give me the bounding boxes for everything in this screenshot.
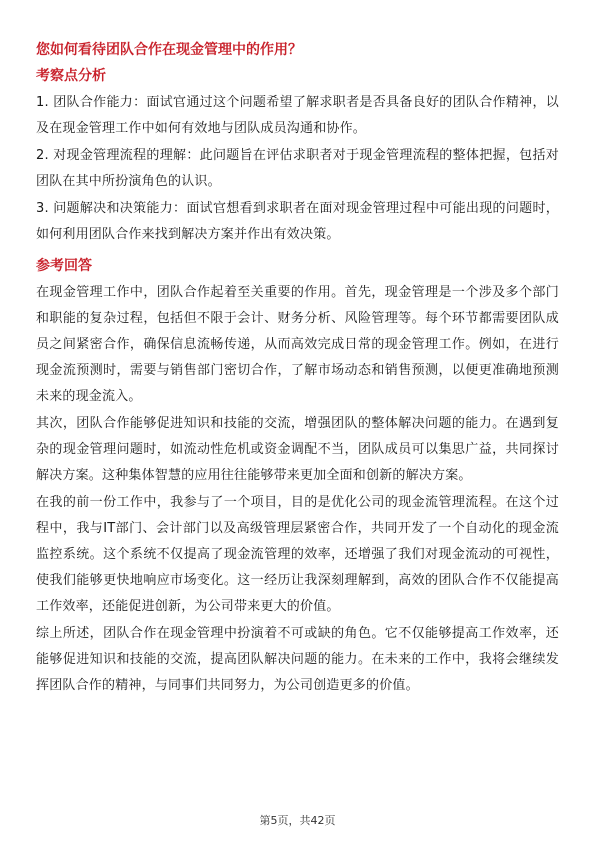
document-page xyxy=(36,40,559,700)
analysis-heading: 考察点分析 xyxy=(36,68,106,84)
answer-paragraph-2: 其次，团队合作能够促进知识和技能的交流，增强团队的整体解决问题的能力。在遇到复杂的现金管理问题时，如流动性危机或资金调配不当，团队成员可以集思广益，共同探讨解决方案。这种集体智慧的应用往往能够带来更加全面和创新的解决方案。 xyxy=(36,416,559,483)
answer-paragraph-3: 在我的前一份工作中，我参与了一个项目，目的是优化公司的现金流管理流程。在这个过程中，我与IT部门、会计部门以及高级管理层紧密合作，共同开发了一个自动化的现金流监控系统。这个系统不仅提高了现金流管理的效率，还增强了我们对现金流动的可视性，使我们能够更快地响应市场变化。这一经历让我深刻理解到，高效的团队合作不仅能提高工作效率，还能促进创新，为公司带来更大的价值。 xyxy=(36,495,559,614)
analysis-item-3: 3. 问题解决和决策能力：面试官想看到求职者在面对现金管理过程中可能出现的问题时，如何利用团队合作来找到解决方案并作出有效决策。 xyxy=(36,201,559,242)
analysis-item-1: 1. 团队合作能力：面试官通过这个问题希望了解求职者是否具备良好的团队合作精神，以及在现金管理工作中如何有效地与团队成员沟通和协作。 xyxy=(36,95,559,136)
answer-heading: 参考回答 xyxy=(36,258,92,274)
page-number-footer: 第5页，共42页 xyxy=(259,814,336,827)
answer-paragraph-1: 在现金管理工作中，团队合作起着至关重要的作用。首先，现金管理是一个涉及多个部门和职能的复杂过程，包括但不限于会计、财务分析、风险管理等。每个环节都需要团队成员之间紧密合作，确保信息流畅传递，从而高效完成日常的现金管理工作。例如，在进行现金流预测时，需要与销售部门密切合作，了解市场动态和销售预测，以便更准确地预测未来的现金流入。 xyxy=(36,285,559,404)
question-heading: 您如何看待团队合作在现金管理中的作用？ xyxy=(36,42,302,58)
analysis-item-2: 2. 对现金管理流程的理解：此问题旨在评估求职者对于现金管理流程的整体把握，包括对团队在其中所扮演角色的认识。 xyxy=(36,148,559,189)
answer-paragraph-4: 综上所述，团队合作在现金管理中扮演着不可或缺的角色。它不仅能够提高工作效率，还能够促进知识和技能的交流，提高团队解决问题的能力。在未来的工作中，我将会继续发挥团队合作的精神，与同事们共同努力，为公司创造更多的价值。 xyxy=(36,626,559,693)
